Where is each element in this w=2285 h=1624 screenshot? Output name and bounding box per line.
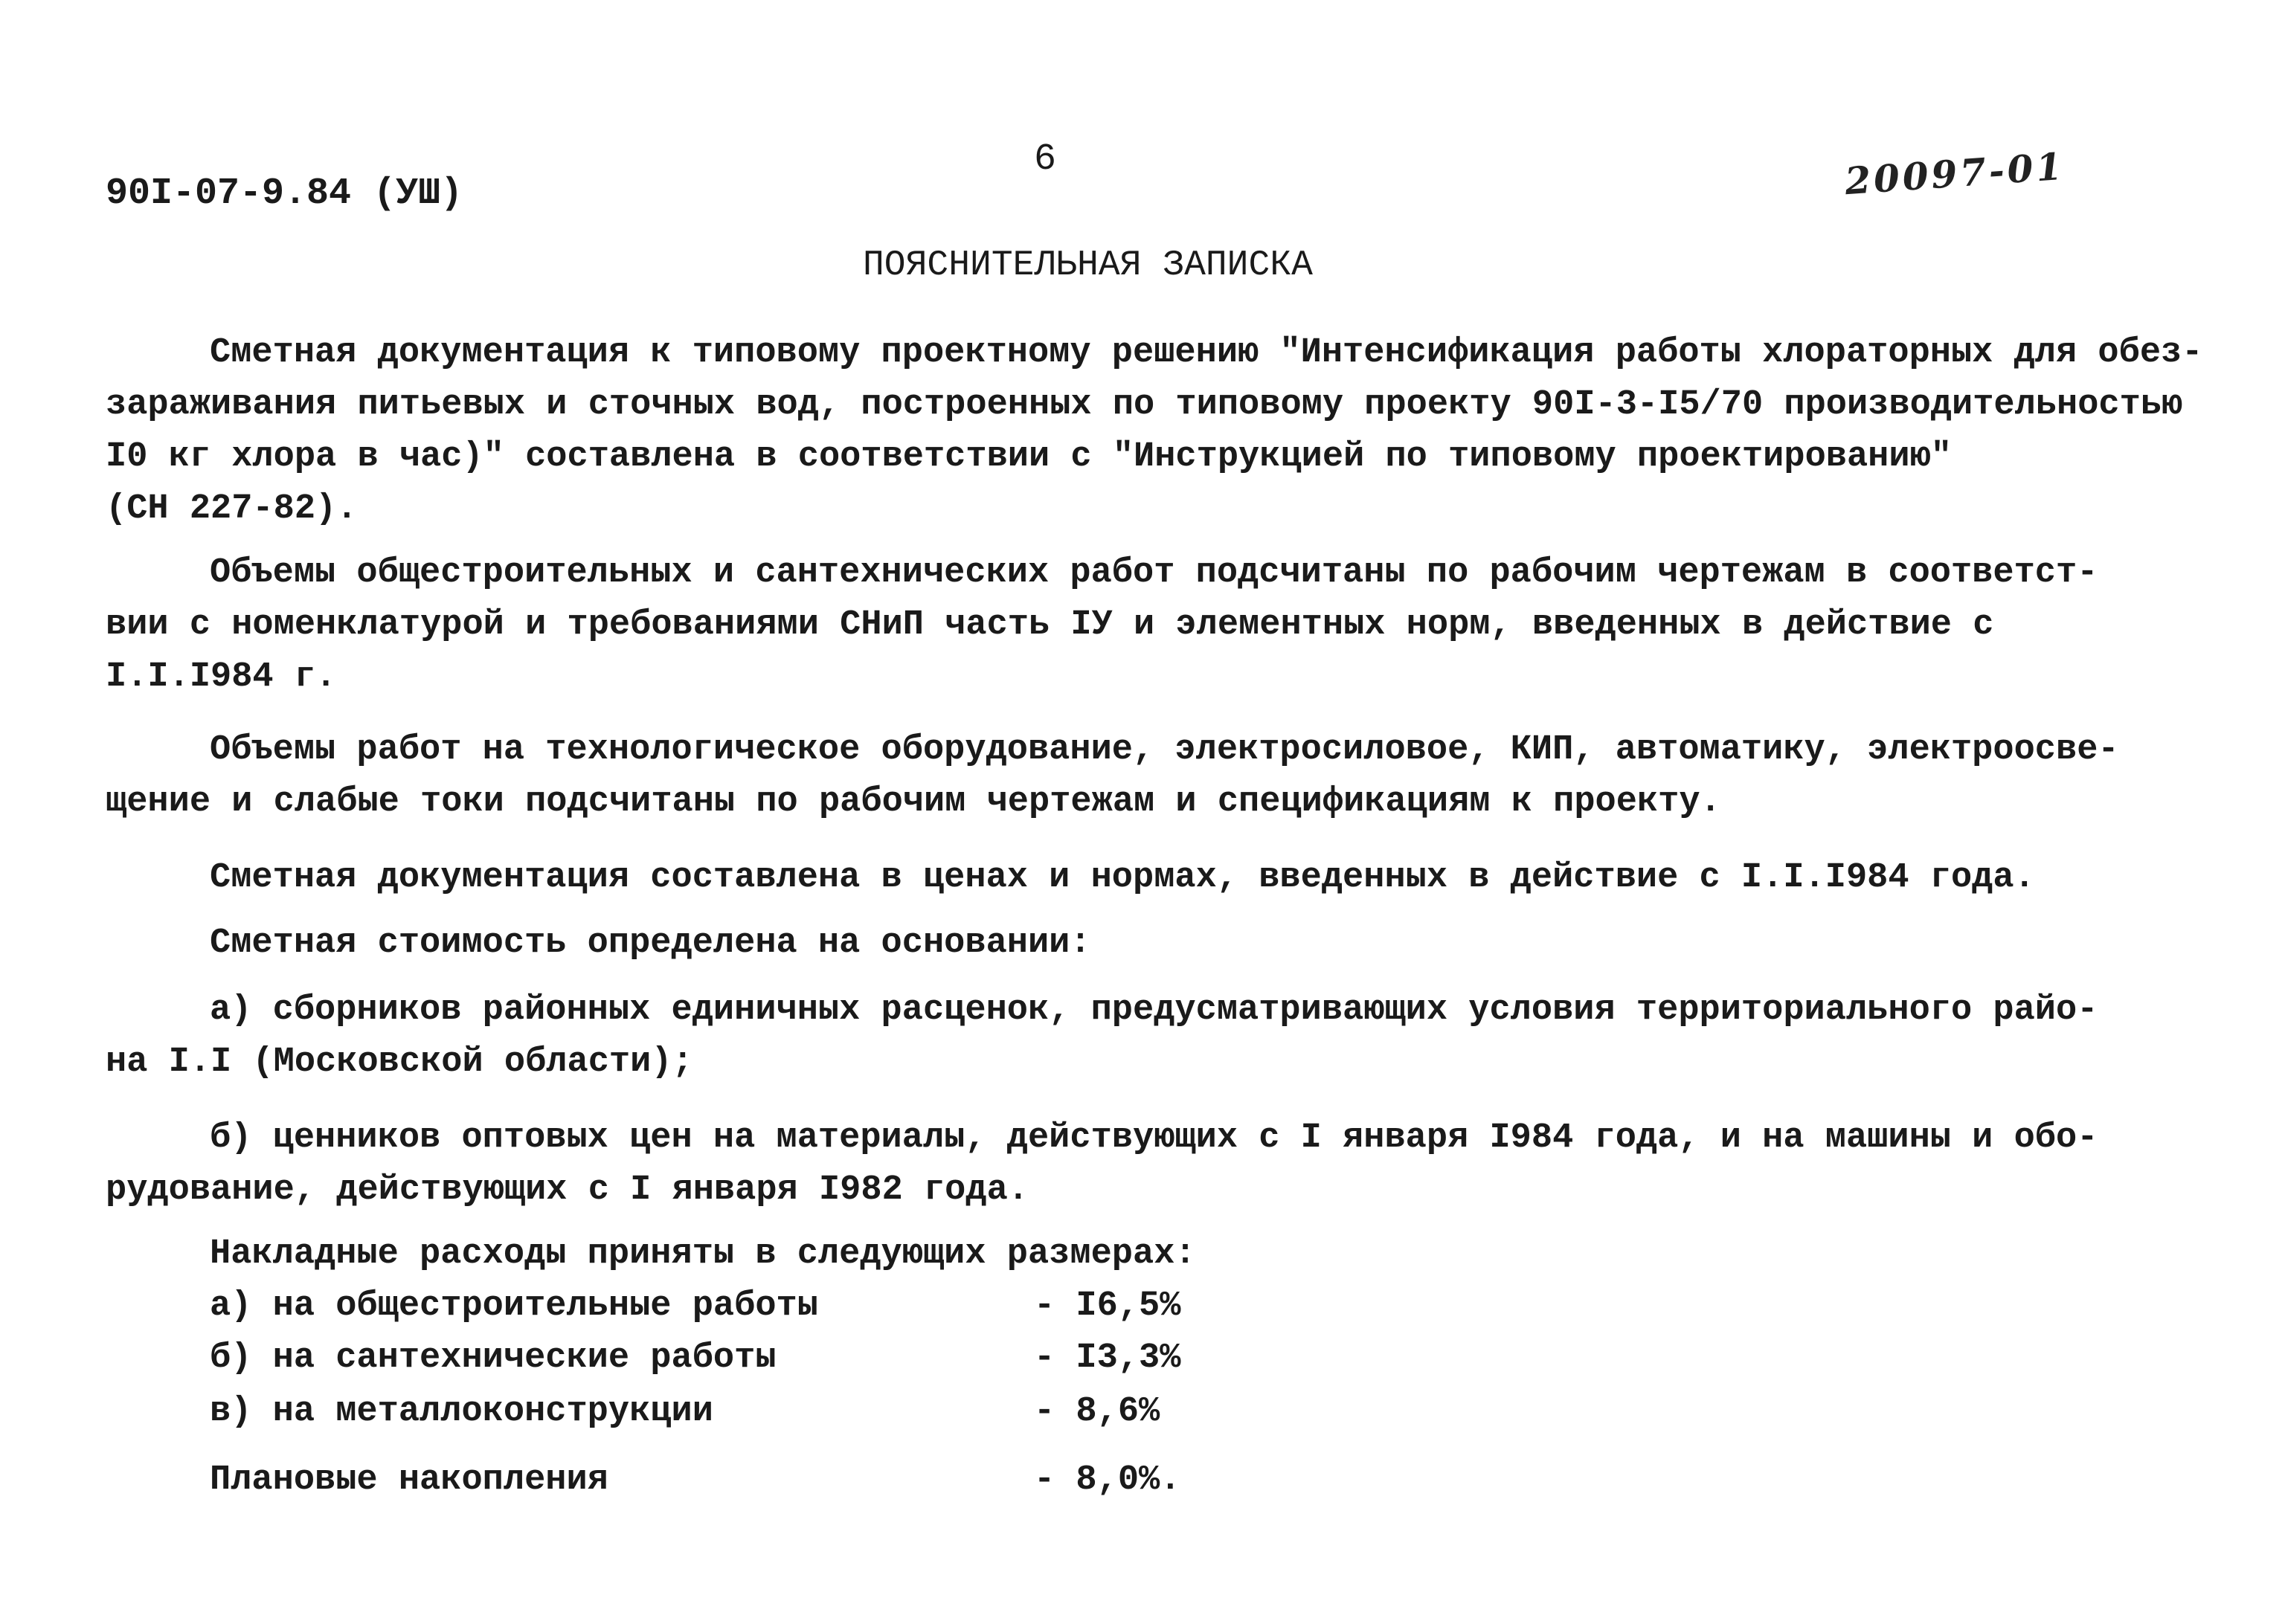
paragraph-line: Объемы общестроительных и сантехнических работ подсчитаны по рабочим чертежам в соответст- [210, 553, 2098, 593]
paragraph-volumes-equipment [106, 724, 2188, 828]
overhead-value: - 8,6% [1034, 1392, 1160, 1431]
overhead-value: - I6,5% [1034, 1286, 1181, 1326]
handwritten-inventory-number: 20097-01 [1843, 144, 2066, 204]
page-title: ПОЯСНИТЕЛЬНАЯ ЗАПИСКА [863, 245, 1313, 286]
overhead-row [210, 1392, 1160, 1431]
paragraph-line: I0 кг хлора в час)" составлена в соответствии с "Инструкцией по типовому проектированию" [106, 437, 1953, 477]
paragraph-line: а) сборников районных единичных расценок, предусматривающих условия территориального райо- [210, 990, 2098, 1030]
paragraph-prices [106, 852, 2188, 904]
paragraph-line: Сметная документация к типовому проектному решению "Интенсификация работы хлораторных для обез- [210, 333, 2203, 373]
page-number: 6 [1034, 138, 1057, 181]
paragraph-line: Сметная стоимость определена на основании: [210, 924, 1091, 963]
paragraph-intro [106, 327, 2203, 535]
paragraph-line: вии с номенклатурой и требованиями СНиП часть IУ и элементных норм, введенных в действие с [106, 605, 1994, 645]
paragraph-item-b [106, 1112, 2188, 1217]
planned-savings-row [210, 1460, 1180, 1500]
paragraph-line: зараживания питьевых и сточных вод, построенных по типовому проекту 90I-3-I5/70 производительностью [106, 385, 2183, 425]
paragraph-line: б) ценников оптовых цен на материалы, действующих с I января I984 года, и на машины и обо- [210, 1118, 2098, 1158]
paragraph-line: рудование, действующих с I января I982 года. [106, 1170, 1029, 1210]
overhead-label: в) на металлоконструкции [210, 1392, 713, 1431]
overhead-label: Плановые накопления [210, 1460, 608, 1500]
document-code: 90I-07-9.84 (УШ) [106, 173, 463, 215]
overhead-value: - 8,0%. [1034, 1460, 1181, 1500]
paragraph-item-a [106, 985, 2188, 1089]
paragraph-cost-basis [106, 918, 2188, 970]
paragraph-line: щение и слабые токи подсчитаны по рабочим чертежам и спецификациям к проекту. [106, 782, 1721, 822]
overhead-label: а) на общестроительные работы [210, 1286, 818, 1326]
paragraph-volumes-construction [106, 547, 2188, 703]
paragraph-line: I.I.I984 г. [106, 657, 337, 697]
paragraph-line: (СН 227-82). [106, 489, 358, 529]
overhead-title: Накладные расходы приняты в следующих размерах: [210, 1234, 1196, 1274]
paragraph-line: на I.I (Московской области); [106, 1043, 693, 1082]
overhead-label: б) на сантехнические работы [210, 1338, 777, 1378]
overhead-row [210, 1338, 1180, 1378]
overhead-row [210, 1286, 1180, 1326]
paragraph-line: Сметная документация составлена в ценах и нормах, введенных в действие с I.I.I984 года. [210, 858, 2035, 898]
overhead-value: - I3,3% [1034, 1338, 1181, 1378]
paragraph-line: Объемы работ на технологическое оборудование, электросиловое, КИП, автоматику, электроосве- [210, 730, 2119, 770]
